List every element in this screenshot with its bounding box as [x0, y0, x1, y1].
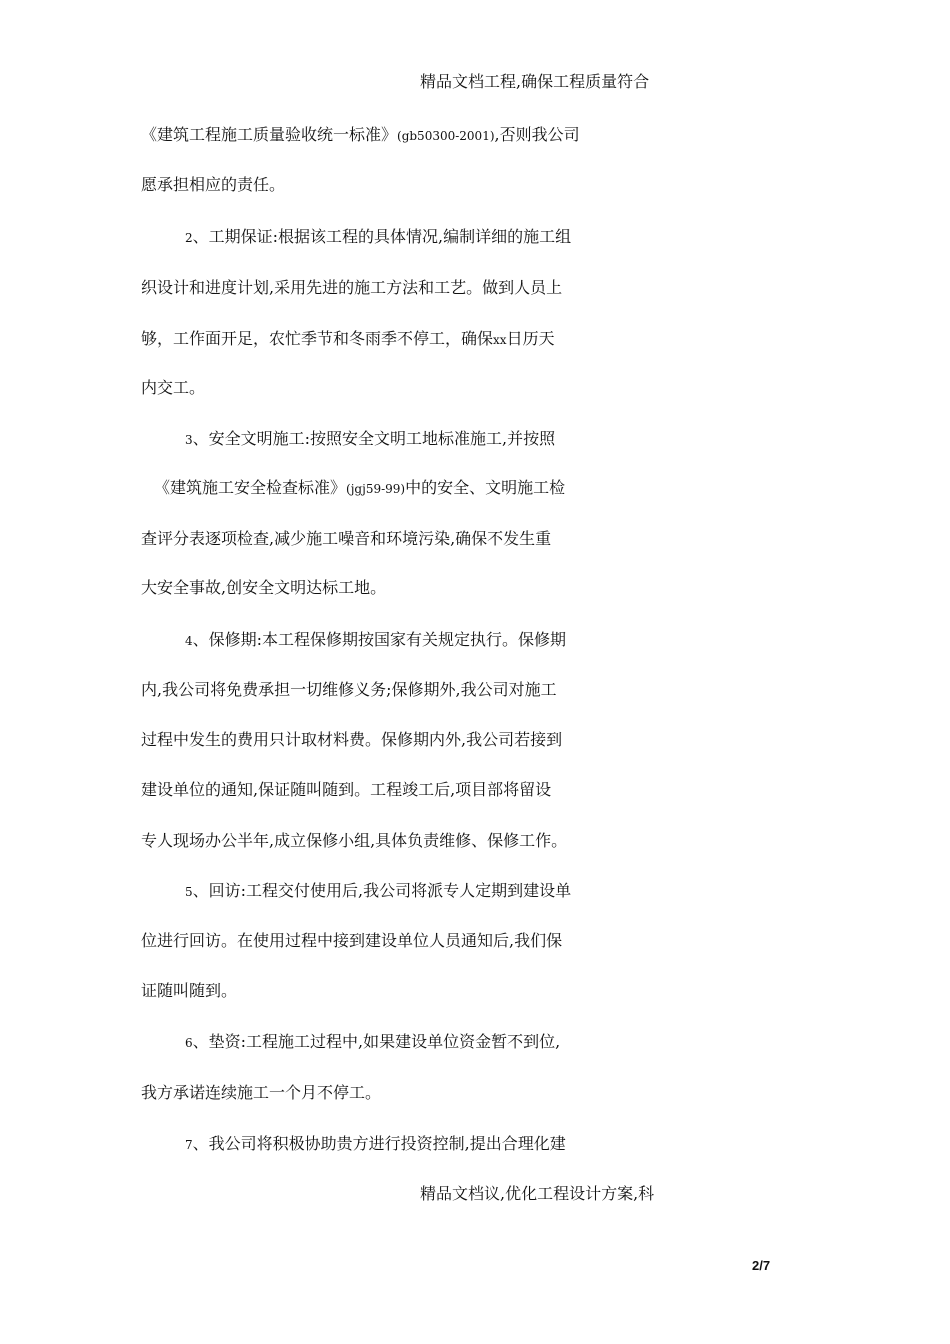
- text-line: 内交工。: [141, 378, 206, 397]
- text-line: 证随叫随到。: [141, 981, 238, 1000]
- text-line: 愿承担相应的责任。: [141, 175, 286, 194]
- text-line: 位进行回访。在使用过程中接到建设单位人员通知后,我们保: [141, 931, 563, 950]
- text-line: 5、回访:工程交付使用后,我公司将派专人定期到建设单: [185, 881, 572, 900]
- text-line: 2、工期保证:根据该工程的具体情况,编制详细的施工组: [185, 227, 572, 246]
- text-line: 4、保修期:本工程保修期按国家有关规定执行。保修期: [185, 630, 567, 649]
- text-line: 内,我公司将免费承担一切维修义务;保修期外,我公司对施工: [141, 680, 557, 699]
- text-line: 建设单位的通知,保证随叫随到。工程竣工后,项目部将留设: [141, 780, 552, 799]
- text-line: 《建筑工程施工质量验收统一标准》(gb50300-2001),否则我公司: [141, 125, 580, 144]
- text-line: 专人现场办公半年,成立保修小组,具体负责维修、保修工作。: [141, 831, 568, 850]
- text-line: 3、安全文明施工:按照安全文明工地标准施工,并按照: [185, 429, 556, 448]
- text-line: 6、垫资:工程施工过程中,如果建设单位资金暂不到位,: [185, 1032, 561, 1051]
- page-number: 2/7: [752, 1258, 771, 1273]
- text-line: 织设计和进度计划,采用先进的施工方法和工艺。做到人员上: [141, 278, 563, 297]
- text-line: 《建筑施工安全检查标准》(jgj59-99)中的安全、文明施工检: [154, 478, 566, 497]
- text-line: 精品文档工程,确保工程质量符合: [420, 72, 650, 91]
- text-line: 过程中发生的费用只计取材料费。保修期内外,我公司若接到: [141, 730, 563, 749]
- text-line: 够，工作面开足，农忙季节和冬雨季不停工，确保xx日历天: [141, 329, 555, 348]
- text-line: 查评分表逐项检查,减少施工噪音和环境污染,确保不发生重: [141, 529, 552, 548]
- text-line: 大安全事故,创安全文明达标工地。: [141, 578, 387, 597]
- text-line: 精品文档议,优化工程设计方案,科: [420, 1184, 655, 1203]
- text-line: 我方承诺连续施工一个月不停工。: [141, 1083, 382, 1102]
- text-line: 7、我公司将积极协助贵方进行投资控制,提出合理化建: [185, 1134, 566, 1153]
